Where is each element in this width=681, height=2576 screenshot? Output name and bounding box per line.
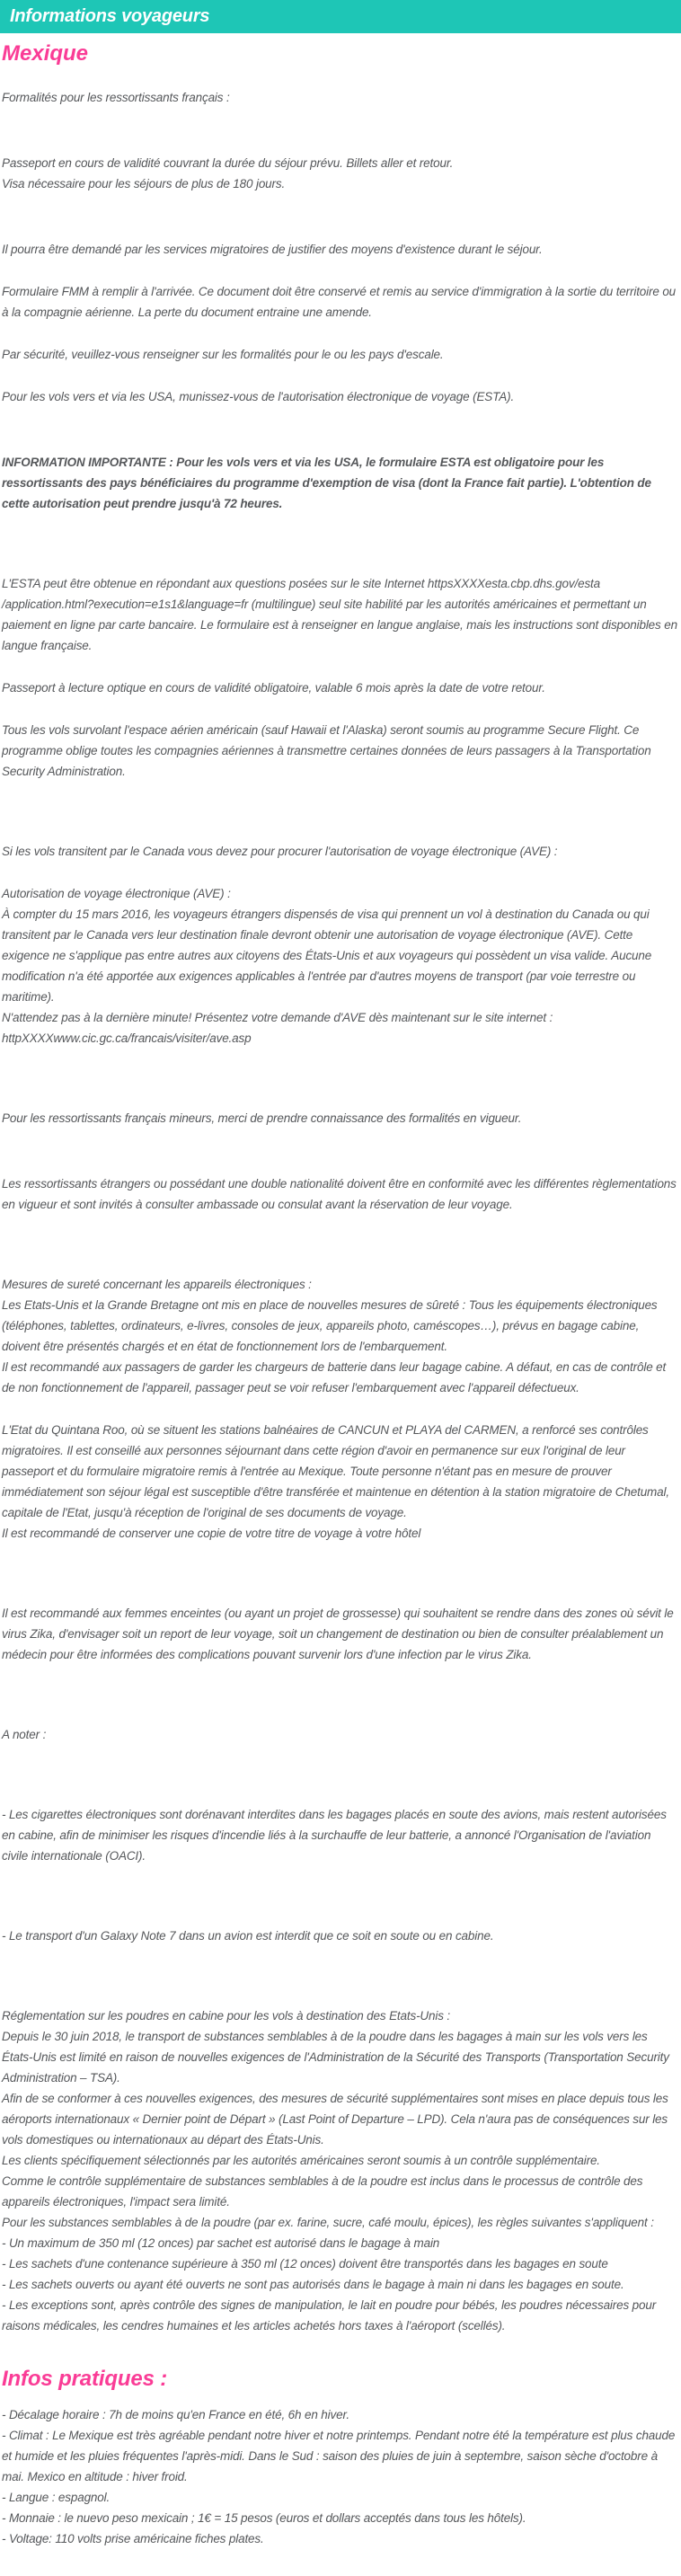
double-nationalite: Les ressortissants étrangers ou possédant une double nationalité doivent être en conformité avec les différentes règlementations en vigueur et sont invités à consulter ambassade ou consulat avant la réservation de leur voyage. [2, 1177, 677, 1212]
poudres-reglementation: Réglementation sur les poudres en cabine pour les vols à destination des Etats-Unis : Depuis le 30 juin 2018, le transport de substances semblables à de la poudre dans les bagages à main sur les vols vers les États-Unis est limité en raison de nouvelles exigences de l'Administration de la Sécurité des Transports (Transportation Security Administration – TSA). Afin de se conformer à ces nouvelles exigences, des mesures de sécurité supplémentaires sont mises en place depuis tous les aéroports internationaux « Dernier point de Départ » (Last Point of Departure – LPD). Cela n'aura pas de conséquences sur les vols domestiques ou internationaux au départ des États-Unis. Les clients spécifiquement sélectionnés par les autorités américaines seront soumis à un contrôle supplémentaire. Comme le contrôle supplémentaire de substances semblables à de la poudre est inclus dans le processus de contrôle des appareils électroniques, l'impact sera limité. Pour les substances semblables à de la poudre (par ex. farine, sucre, café moulu, épices), les règles suivantes s'appliquent : - Un maximum de 350 ml (12 onces) par sachet est autorisé dans le bagage à main - Les sachets d'une contenance supérieure à 350 ml (12 onces) doivent être transportés dans les bagages en soute - Les sachets ouverts ou ayant été ouverts ne sont pas autorisés dans le bagage à main ni dans les bagages en soute. - Les exceptions sont, après contrôle des signes de manipulation, le lait en poudre pour bébés, les poudres nécessaires pour raisons médicales, les cendres humaines et les articles achetés hors taxes à l'aéroport (scellés). [2, 2009, 669, 2333]
pays-escale: Par sécurité, veuillez-vous renseigner sur les formalités pour le ou les pays d'escale. [2, 348, 444, 362]
passeport-visa: Passeport en cours de validité couvrant la durée du séjour prévu. Billets aller et retour. Visa nécessaire pour les séjours de plus de 180 jours. [2, 156, 454, 191]
passeport-optique: Passeport à lecture optique en cours de validité obligatoire, valable 6 mois après la date de votre retour. [2, 681, 545, 695]
country-title: Mexique [2, 41, 89, 66]
transit-canada: Si les vols transitent par le Canada vous devez pour procurer l'autorisation de voyage électronique (AVE) : [2, 845, 558, 859]
mesures-surete: Mesures de sureté concernant les appareils électroniques : Les Etats-Unis et la Grande Bretagne ont mis en place de nouvelles mesures de sûreté : Tous les équipements électroniques (téléphones, tablettes, ordinateurs, e-livres, consoles de jeux, appareils photo, caméscopes…), prévus en bagage cabine, doivent être présentés chargés et en état de fonctionnement lors de l'embarquement. Il est recommandé aux passagers de garder les chargeurs de batterie dans leur bagage cabine. A défaut, en cas de contrôle et de non fonctionnement de l'appareil, passager peut se voir refuser l'embarquement avec l'appareil défectueux. [2, 1278, 667, 1395]
cigarettes-electroniques: - Les cigarettes électroniques sont dorénavant interdites dans les bagages placés en soute des avions, mais restent autorisées en cabine, afin de minimiser les risques d'incendie liés à la surchauffe de leur batterie, a annoncé l'Organisation de l'aviation civile internationale (OACI). [2, 1808, 667, 1863]
infos-pratiques-liste: - Décalage horaire : 7h de moins qu'en France en été, 6h en hiver. - Climat : Le Mexique est très agréable pendant notre hiver et notre printemps. Pendant notre été la température est plus chaude et humide et les pluies fréquentes l'après-midi. Dans le Sud : saison des pluies de juin à septembre, saison sèche d'octobre à mai. Mexico en altitude : hiver froid. - Langue : espagnol. - Monnaie : le nuevo peso mexicain ; 1€ = 15 pesos (euros et dollars acceptés dans tous les hôtels). - Voltage: 110 volts prise américaine fiches plates. [2, 2407, 676, 2545]
formulaire-fmm: Formulaire FMM à remplir à l'arrivée. Ce document doit être conservé et remis au service d'immigration à la sortie du territoire ou à la compagnie aérienne. La perte du document entraine une amende. [2, 285, 677, 320]
page-title: Informations voyageurs [10, 6, 210, 26]
galaxy-note-7: - Le transport d'un Galaxy Note 7 dans un avion est interdit que ce soit en soute ou en cabine. [2, 1929, 494, 1943]
a-noter-label: A noter : [2, 1728, 47, 1742]
zika: Il est recommandé aux femmes enceintes (ou ayant un projet de grossesse) qui souhaitent se rendre dans des zones où sévit le virus Zika, d'envisager soit un report de leur voyage, soit un changement de destination ou bien de consulter préalablement un médecin pour être informées des complications pouvant survenir lors d'une infection par le virus Zika. [2, 1607, 674, 1662]
mineurs: Pour les ressortissants français mineurs, merci de prendre connaissance des formalités en vigueur. [2, 1111, 522, 1126]
information-importante: INFORMATION IMPORTANTE : Pour les vols vers et via les USA, le formulaire ESTA est obligatoire pour les ressortissants des pays bénéficiaires du programme d'exemption de visa (dont la France fait partie). L'obtention de cette autorisation peut prendre jusqu'à 72 heures. [2, 456, 651, 511]
ave-details: Autorisation de voyage électronique (AVE) : À compter du 15 mars 2016, les voyageurs étrangers dispensés de visa qui prennent un vol à destination du Canada ou qui transitent par le Canada vers leur destination finale devront obtenir une autorisation de voyage électronique (AVE). Cette exigence ne s'applique pas entre autres aux citoyens des États-Unis et aux voyageurs qui possèdent un visa valide. Aucune modification n'a été apportée aux exigences applicables à l'entrée par d'autres moyens de transport (par voie terrestre ou maritime). N'attendez pas à la dernière minute! Présentez votre demande d'AVE dès maintenant sur le site internet : httpXXXXwww.cic.gc.ca/francais/visiter/ave.asp [2, 887, 652, 1046]
content [0, 87, 681, 2576]
quintana-roo: L'Etat du Quintana Roo, où se situent les stations balnéaires de CANCUN et PLAYA del CARMEN, a renforcé ses contrôles migratoires. Il est conseillé aux personnes séjournant dans cette région d'avoir en permanence sur eux l'original de leur passeport et du formulaire migratoire remis à l'entrée au Mexique. Toute personne n'étant pas en mesure de prouver immédiatement son séjour légal est susceptible d'être transférée et maintenue en détention à la station migratoire de Chetumal, capitale de l'Etat, jusqu'à réception de l'original de ses documents de voyage. Il est recommandé de conserver une copie de votre titre de voyage à votre hôtel [2, 1423, 669, 1541]
moyens-existence: Il pourra être demandé par les services migratoires de justifier des moyens d'existence durant le séjour. [2, 243, 543, 257]
esta-site: L'ESTA peut être obtenue en répondant aux questions posées sur le site Internet httpsXXXXesta.cbp.dhs.gov/esta /application.html?execution=e1s1&language=fr (multilingue) seul site habilité par les autorités américaines et permettant un paiement en ligne par carte bancaire. Le formulaire est à renseigner en langue anglaise, mais les instructions sont disponibles en langue française. [2, 577, 677, 653]
infos-pratiques-heading: Infos pratiques : [2, 2367, 168, 2392]
header-bar [0, 0, 681, 33]
formalites-label: Formalités pour les ressortissants français : [2, 91, 230, 105]
esta-usa: Pour les vols vers et via les USA, munissez-vous de l'autorisation électronique de voyage (ESTA). [2, 390, 515, 404]
secure-flight: Tous les vols survolant l'espace aérien américain (sauf Hawaii et l'Alaska) seront soumis au programme Secure Flight. Ce programme oblige toutes les compagnies aériennes à transmettre certaines données de leurs passagers à la Transportation Security Administration. [2, 723, 651, 779]
